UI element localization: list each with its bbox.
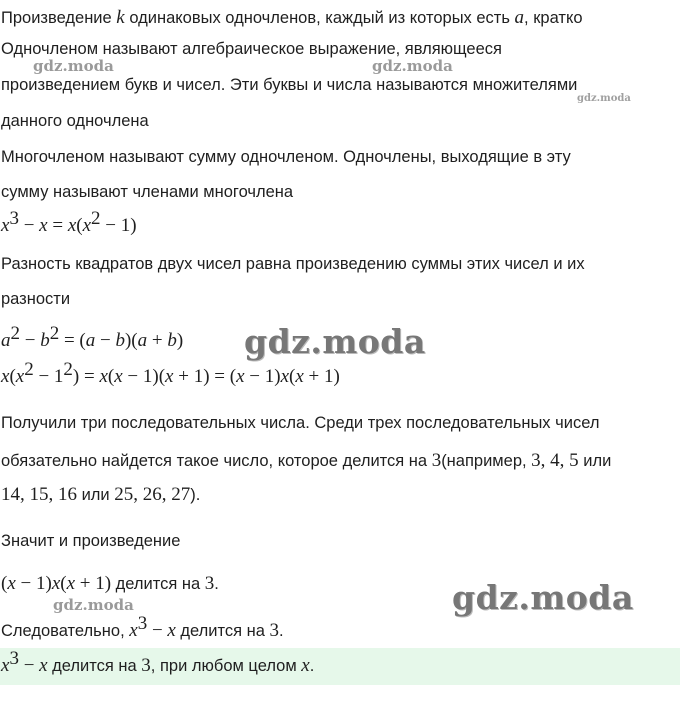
conclusion-line: $x^3 - x$ делится на 3, при любом целом x. [1,648,315,676]
text-line-17: Следовательно, $x^3 - x$ делится на 3. [1,613,284,641]
watermark-logo: gdz.moda [452,578,634,617]
watermark-logo: gdz.moda [372,57,453,75]
text-line-12: Получили три последовательных числа. Среди трех последовательных чисел [1,414,600,432]
watermark-logo: gdz.moda [244,322,426,361]
text-line-14: 14, 15, 16 или 25, 26, 27). [1,484,201,505]
text-line-3: произведением букв и чисел. Эти буквы и числа называются множителями [1,76,578,94]
text-line-9: разности [1,290,71,308]
text-line-8: Разность квадратов двух чисел равна произведению суммы этих чисел и их [1,255,585,273]
text-line-13: обязательно найдется такое число, которое делится на 3(например, 3, 4, 5 или [1,450,612,471]
formula-3: $x(x^2 - 1^2) = x(x - 1)(x + 1) = (x - 1)x(x + 1)$ [1,359,340,387]
watermark-logo: gdz.moda [577,93,631,104]
formula-1: $x^3 - x = x(x^2 - 1)$ [1,208,137,236]
text-line-5: Многочленом называют сумму одночленом. Одночлены, выходящие в эту [1,148,571,166]
text-line-2: Одночленом называют алгебраическое выражение, являющееся [1,40,502,58]
watermark-logo: gdz.moda [53,596,134,614]
text-line-1: Произведение k одинаковых одночленов, каждый из которых есть a, кратко [1,7,583,28]
text-line-15: Значит и произведение [1,532,181,550]
text-line-4: данного одночлена [1,112,149,130]
text-line-6: сумму называют членами многочлена [1,183,294,201]
text-line-16: (x − 1)x(x + 1) делится на 3. [1,573,219,594]
watermark-logo: gdz.moda [33,57,114,75]
formula-2: $a^2 - b^2 = (a - b)(a + b)$ [1,323,184,351]
